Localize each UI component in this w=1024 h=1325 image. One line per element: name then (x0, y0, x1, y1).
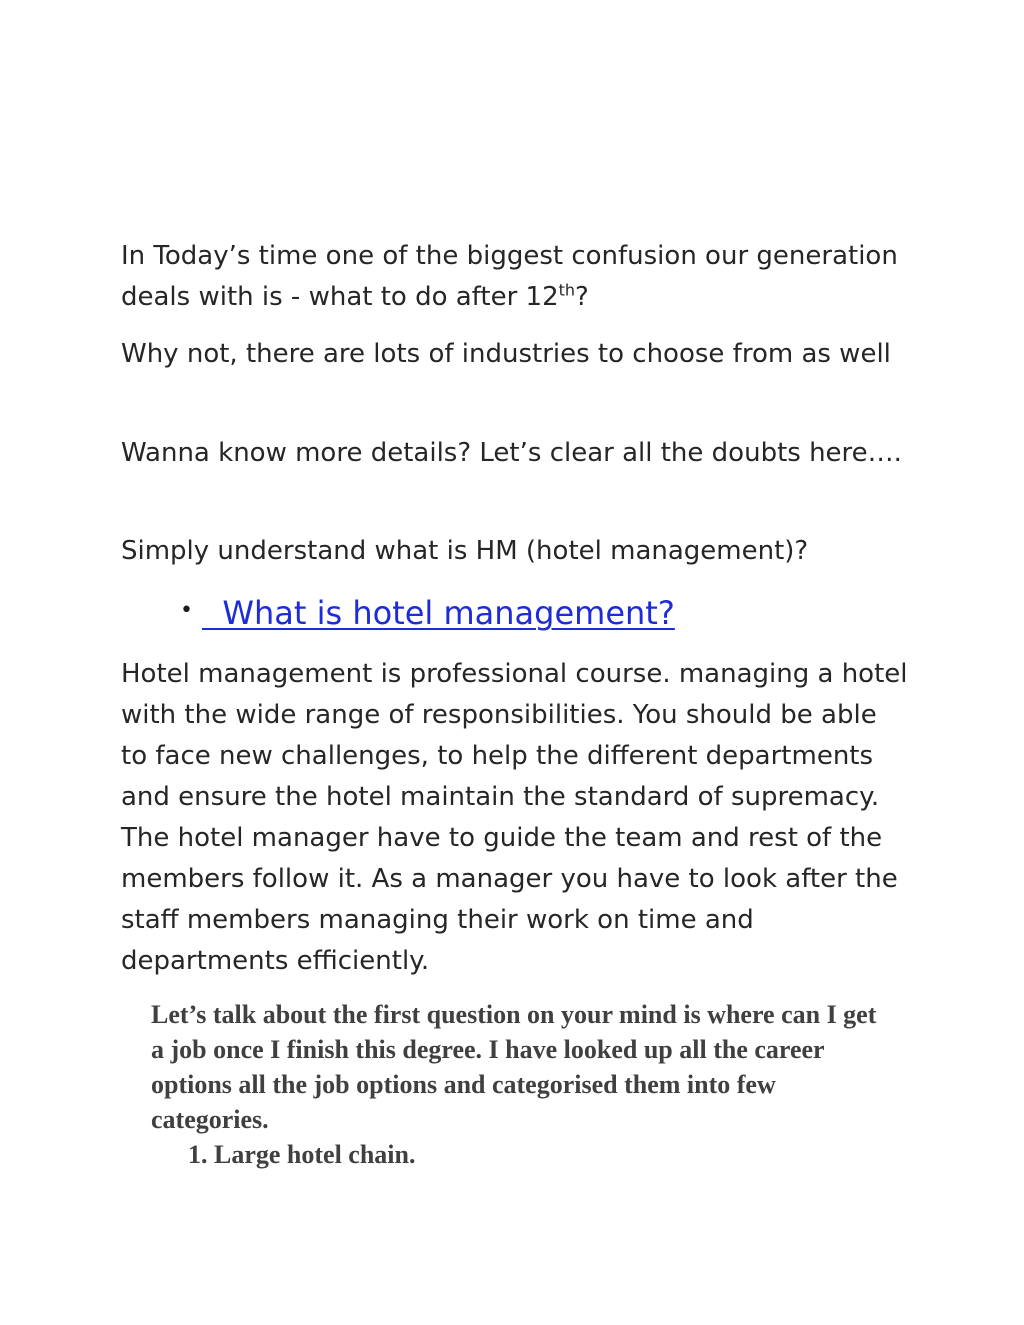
list-item (188, 1137, 416, 1172)
intro-superscript: th (558, 280, 576, 300)
wanna-know-paragraph: Wanna know more details? Let’s clear all the doubts here…. (121, 438, 902, 468)
list-item-label: Large hotel chain. (214, 1140, 416, 1169)
careers-intro-paragraph: Let’s talk about the first question on your mind is where can I get a job once I finish this degree. I have looked up all the career options all the job options and categorised them into few categories. (151, 1000, 877, 1134)
section-heading (180, 590, 880, 638)
simply-understand-paragraph: Simply understand what is HM (hotel management)? (121, 536, 809, 566)
intro-suffix: ? (575, 282, 589, 312)
bullet-icon: • (180, 598, 193, 623)
list-item-number: 1. (188, 1140, 208, 1169)
description-paragraph: Hotel management is professional course. managing a hotel with the wide range of responsibilities. You should be able to face new challenges, to help the different departments and ensure the hotel maintain the standard of supremacy. The hotel manager have to guide the team and rest of the members follow it. As a manager you have to look after the staff members managing their work on time and departments efficiently. (121, 659, 908, 976)
intro-paragraph (121, 236, 911, 318)
intro-text: In Today’s time one of the biggest confusion our generation deals with is - what to do after 12 (121, 241, 898, 312)
why-not-paragraph: Why not, there are lots of industries to choose from as well (121, 339, 891, 369)
what-is-hotel-management-link[interactable]: What is hotel management? (202, 594, 675, 632)
